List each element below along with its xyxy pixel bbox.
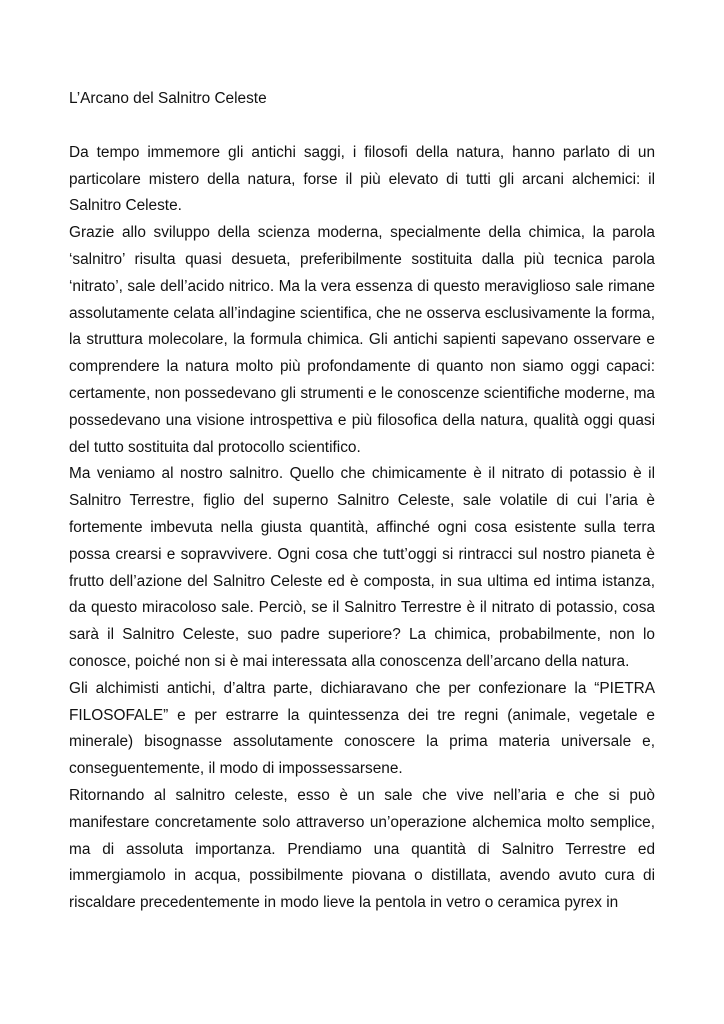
- paragraph-1: Da tempo immemore gli antichi saggi, i filosofi della natura, hanno parlato di un particolare mistero della natura, forse il più elevato di tutti gli arcani alchemici: il Salnitro Celeste.: [69, 143, 655, 215]
- paragraph-2: Grazie allo sviluppo della scienza moderna, specialmente della chimica, la parola ‘salnitro’ risulta quasi desueta, preferibilmente sostituita dalla più tecnica parola ‘nitrato’, sale dell’acido nitrico. Ma la vera essenza di questo meraviglioso sale rimane assolutamente celata all’indagine scientifica, che ne osserva esclusivamente la forma, la struttura molecolare, la formula chimica. Gli antichi sapienti sapevano osservare e comprendere la natura molto più profondamente di quanto non siamo oggi capaci: certamente, non possedevano gli strumenti e le conoscenze scientifiche moderne, ma possedevano una visione introspettiva e più filosofica della natura, qualità oggi quasi del tutto sostituita dal protocollo scientifico.: [69, 224, 656, 456]
- paragraph-3: Ma veniamo al nostro salnitro. Quello che chimicamente è il nitrato di potassio è il Salnitro Terrestre, figlio del superno Salnitro Celeste, sale volatile di cui l’aria è fortemente imbevuta nella giusta quantità, affinché ogni cosa esistente sulla terra possa crearsi e sopravvivere. Ogni cosa che tutt’oggi si rintracci sul nostro pianeta è frutto dell’azione del Salnitro Celeste ed è composta, in sua ultima ed intima istanza, da questo miracoloso sale. Perciò, se il Salnitro Terrestre è il nitrato di potassio, cosa sarà il Salnitro Celeste, suo padre superiore? La chimica, probabilmente, non lo conosce, poiché non si è mai interessata alla conoscenza dell’arcano della natura.: [69, 465, 655, 670]
- paragraph-4: Gli alchimisti antichi, d’altra parte, dichiaravano che per confezionare la “PIETRA FILOSOFALE” e per estrarre la quintessenza dei tre regni (animale, vegetale e minerale) bisognasse assolutamente conoscere la prima materia universale e, conseguentemente, il modo di impossessarsene.: [69, 679, 655, 778]
- paragraph-5: Ritornando al salnitro celeste, esso è un sale che vive nell’aria e che si può manifestare concretamente solo attraverso un’operazione alchemica molto semplice, ma di assoluta importanza. Prendiamo una quantità di Salnitro Terrestre ed immergiamolo in acqua, possibilmente piovana o distillata, avendo avuto cura di riscaldare precedentemente in modo lieve la pentola in vetro o ceramica pyrex in: [69, 786, 655, 912]
- document-page: [69, 86, 655, 917]
- document-title: L’Arcano del Salnitro Celeste: [69, 90, 267, 107]
